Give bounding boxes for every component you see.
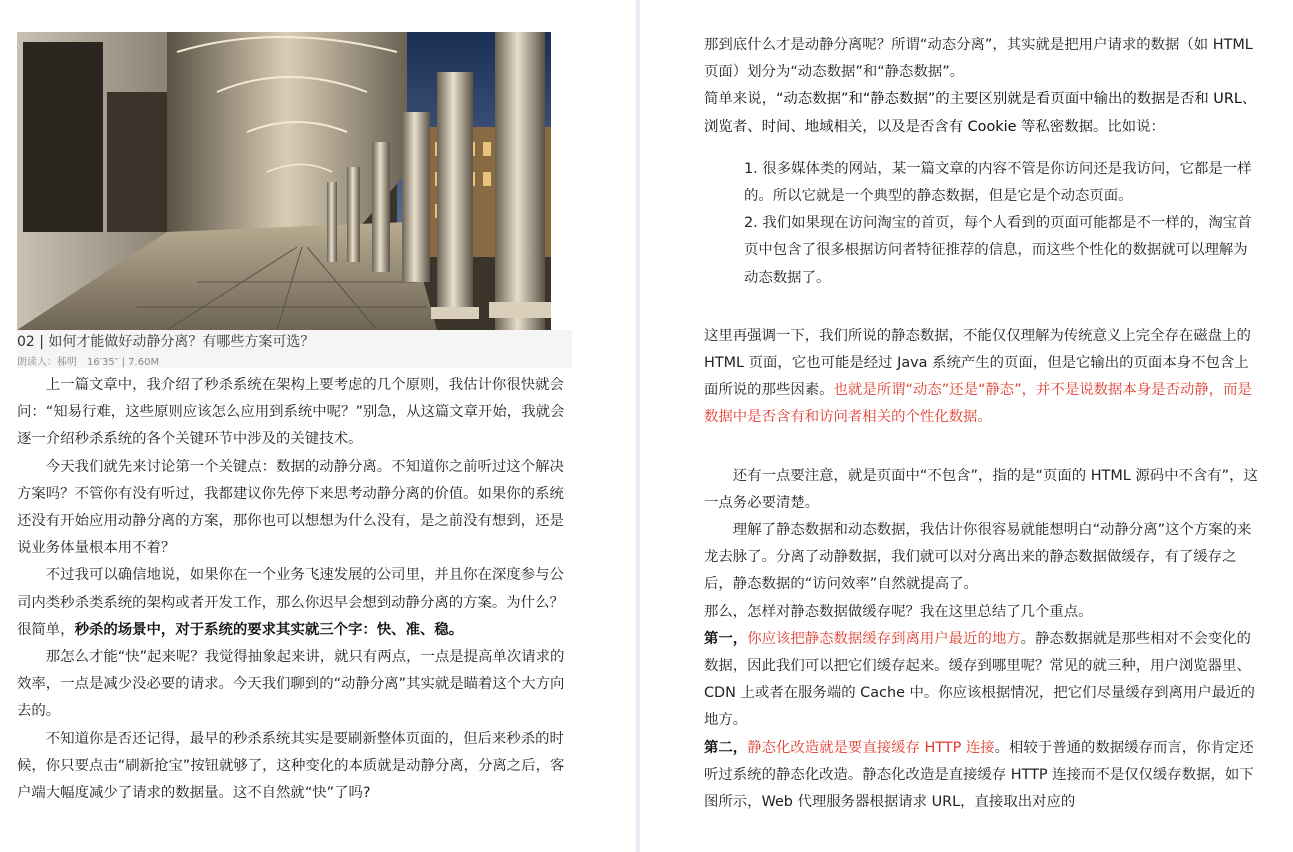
reader-label: 朗读人：秭明 <box>17 357 77 368</box>
audio-duration: 16′35″ | 7.60M <box>87 357 160 368</box>
paragraph <box>704 323 1262 432</box>
paragraph <box>704 735 1262 817</box>
text-run: 。相较于普通的数据缓存而言，你肯定还听过系统的静态化改造。静态化改造是直接缓存 HTTP 连接而不是仅仅缓存数据，如下图所示，Web 代理服务器根据请求 URL，直接取出对应的 <box>704 739 1254 811</box>
text-run: 比如说： <box>1107 118 1165 135</box>
paragraph: 还有一点要注意，就是页面中“不包含”，指的是“页面的 HTML 源码中不含有”，这一点务必要清楚。 <box>704 467 1258 511</box>
paragraph: 上一篇文章中，我介绍了秒杀系统在架构上要考虑的几个原则，我估计你很快就会问：“知易行难，这些原则应该怎么应用到系统中呢？”别急，从这篇文章开始，我就会逐一介绍秒杀系统的各个关键环节中涉及的关键技术。 <box>17 377 565 448</box>
paragraph: 不知道你是否还记得，最早的秒杀系统其实是要刷新整体页面的，但后来秒杀的时候，你只要点击“刷新抢宝”按钮就够了，这种变化的本质就是动静分离，分离之后，客户端大幅度减少了请求的数据量。这不自然就“快”了吗? <box>17 730 565 802</box>
paragraph <box>17 562 573 644</box>
left-body-text <box>17 372 573 807</box>
right-body-text <box>704 32 1262 816</box>
emphasis-text: “动态数据”和“静态数据”的主要区别就是看页面中输出的数据是否和 URL、浏览者、时间、地域相关，以及是否含有 Cookie 等私密数据。 <box>704 91 1257 135</box>
point-label: 第一， <box>704 630 748 647</box>
paragraph <box>704 86 1262 140</box>
paragraph <box>704 626 1262 735</box>
red-highlight-text: 静态化改造就是要直接缓存 HTTP 连接 <box>747 739 995 756</box>
arched-colonnade-photo <box>17 32 551 330</box>
bold-text: 秒杀的场景中，对于系统的要求其实就三个字：快、准、稳。 <box>74 621 464 638</box>
list-item: 2. 我们如果现在访问淘宝的首页，每个人看到的页面可能都是不一样的，淘宝首页中包含了很多根据访问者特征推荐的信息，而这些个性化的数据就可以理解为动态数据了。 <box>744 215 1252 286</box>
left-page <box>0 0 636 852</box>
article-title: 02 | 如何才能做好动静分离？有哪些方案可选？ <box>17 334 315 350</box>
paragraph: 那怎么才能“快”起来呢？我觉得抽象起来讲，就只有两点，一点是提高单次请求的效率，一点是减少没必要的请求。今天我们聊到的“动静分离”其实就是瞄着这个大方向去的。 <box>17 649 565 720</box>
paragraph: 那么，怎样对静态数据做缓存呢？我在这里总结了几个重点。 <box>704 603 1093 620</box>
paragraph: 理解了静态数据和动态数据，我估计你很容易就能想明白“动静分离”这个方案的来龙去脉了。分离了动静数据，我们就可以对分离出来的静态数据做缓存，有了缓存之后，静态数据的“访问效率”自然就提高了。 <box>704 522 1252 593</box>
right-page <box>640 0 1293 852</box>
paragraph: 那到底什么才是动静分离呢？所谓“动态分离”，其实就是把用户请求的数据（如 HTML 页面）划分为“动态数据”和“静态数据”。 <box>704 37 1253 81</box>
text-run: 不过我可以确信地说，如果你在一个业务飞速发展的公司里，并且你在深度参与公司内类秒杀类系统的架构或者开发工作，那么你迟早会想到动静分离的方案。为什么？很简单， <box>17 567 564 638</box>
hero-image <box>17 32 551 330</box>
text-run: 。静态数据就是那些相对不会变化的数据，因此我们可以把它们缓存起来。缓存到哪里呢？常见的就三种，用户浏览器里、CDN 上或者在服务端的 Cache 中。你应该根据情况，把它们尽量缓存到离用户最近的地方。 <box>704 630 1255 729</box>
red-highlight-text: 你应该把静态数据缓存到离用户最近的地方 <box>747 630 1021 647</box>
red-highlight-text: 也就是所谓“动态”还是“静态”，并不是说数据本身是否动静，而是数据中是否含有和访问者相关的个性化数据。 <box>704 382 1252 426</box>
article-meta <box>17 353 169 368</box>
text-run: 这里再强调一下，我们所说的静态数据，不能仅仅理解为传统意义上完全存在磁盘上的 HTML 页面，它也可能是经过 Java 系统产生的页面，但是它输出的页面本身不包含上面所说的那些因素。 <box>704 327 1251 399</box>
example-list <box>744 156 1262 292</box>
list-item: 1. 很多媒体类的网站，某一篇文章的内容不管是你访问还是我访问，它都是一样的。所以它就是一个典型的静态数据，但是它是个动态页面。 <box>744 160 1252 205</box>
paragraph: 今天我们就先来讨论第一个关键点：数据的动静分离。不知道你之前听过这个解决方案吗？不管你有没有听过，我都建议你先停下来思考动静分离的价值。如果你的系统还没有开始应用动静分离的方案，那你也可以想想为什么没有，是之前没有想到，还是说业务体量根本用不着？ <box>17 458 564 557</box>
text-run: 简单来说， <box>704 91 776 108</box>
point-label: 第二， <box>704 739 748 756</box>
